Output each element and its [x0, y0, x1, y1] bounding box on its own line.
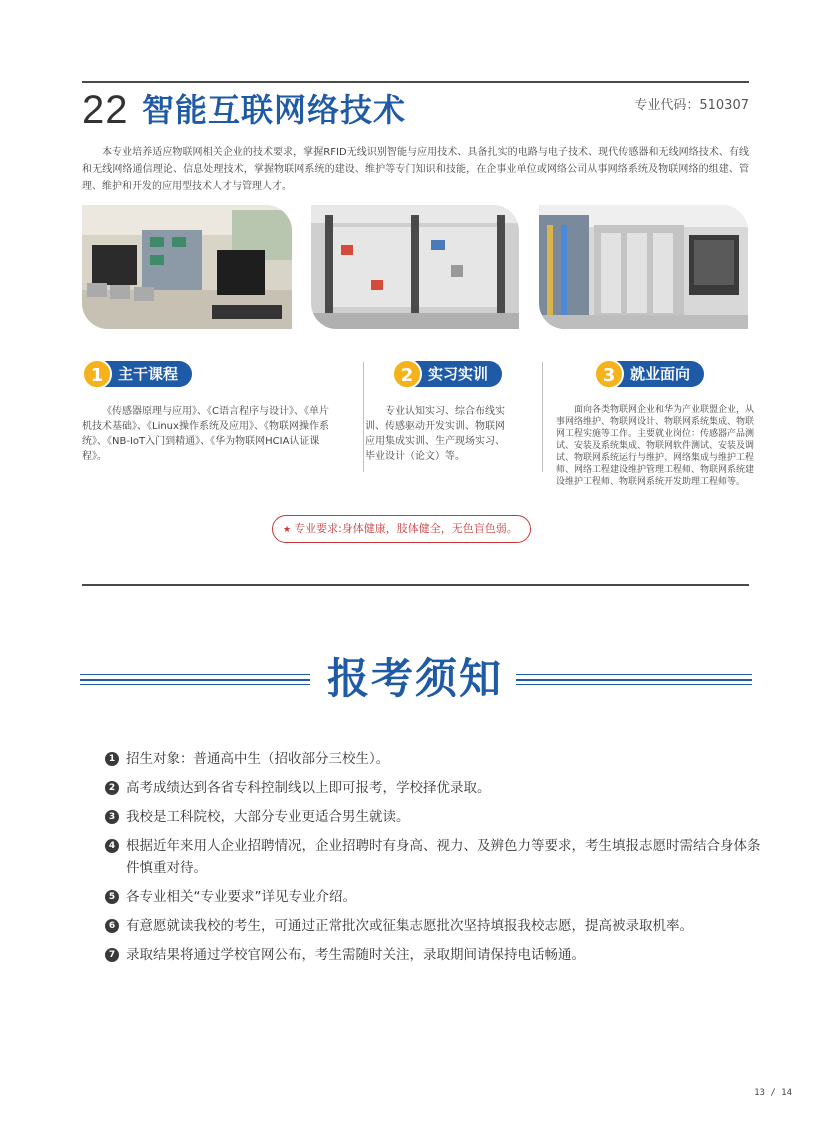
major-number: 22	[82, 88, 129, 132]
list-item-text: 我校是工科院校，大部分专业更适合男生就读。	[126, 809, 410, 825]
number-badge: 4	[105, 839, 119, 853]
section-title: 主干课程	[96, 361, 192, 387]
section-header-core-courses	[82, 359, 217, 389]
number-badge: 7	[105, 948, 119, 962]
list-item	[105, 777, 765, 799]
list-item	[105, 944, 765, 966]
section-number-badge: 3	[594, 359, 624, 389]
section-title: 就业面向	[608, 361, 704, 387]
section-header-internship	[392, 359, 522, 389]
number-badge: 5	[105, 890, 119, 904]
list-item-text: 有意愿就读我校的考生，可通过正常批次或征集志愿批次坚持填报我校志愿，提高被录取机率。	[126, 918, 693, 934]
page-indicator: 13 / 14	[754, 1088, 792, 1098]
list-item	[105, 915, 765, 937]
section-number-badge: 1	[82, 359, 112, 389]
title-decoration-right	[516, 672, 752, 686]
number-badge: 1	[105, 752, 119, 766]
number-badge: 6	[105, 919, 119, 933]
internship-text: 专业认知实习、综合布线实训、传感驱动开发实训、物联网应用集成实训、生产现场实习、毕业设计（论文）等。	[365, 406, 505, 462]
list-item-text: 根据近年来用人企业招聘情况，企业招聘时有身高、视力、及辨色力等要求，考生填报志愿时需结合身体条件慎重对待。	[126, 838, 761, 876]
list-item	[105, 748, 765, 770]
list-item-text: 录取结果将通过学校官网公布，考生需随时关注，录取期间请保持电话畅通。	[126, 947, 585, 963]
middle-divider	[82, 584, 749, 586]
top-divider	[82, 81, 749, 83]
number-badge: 3	[105, 810, 119, 824]
requirement-text: 专业要求:身体健康，肢体健全，无色盲色弱。	[294, 522, 518, 535]
employment-text: 面向各类物联网企业和华为产业联盟企业，从事网络维护、物联网设计、物联网系统集成、物联网工程实施等工作。主要就业岗位：传感器产品测试、安装及系统集成、物联网软件测试、安装及调试、物联网系统运行与维护、网络集成与维护工程师、网络工程建设维护管理工程师、物联网系统建设维护工程师、物联网系统开发助理工程师等。	[556, 405, 755, 487]
title-decoration-left	[80, 672, 310, 686]
major-code: 专业代码：510307	[634, 98, 749, 113]
notice-title: 报考须知	[326, 654, 503, 703]
column-divider	[542, 362, 543, 472]
section-header-employment	[594, 359, 724, 389]
section-number-badge: 2	[392, 359, 422, 389]
lab-photo-3	[539, 205, 748, 329]
notice-list	[105, 748, 765, 973]
number-badge: 2	[105, 781, 119, 795]
core-courses-text: 《传感器原理与应用》、《C语言程序与设计》、《单片机技术基础》、《Linux操作系统及应用》、《物联网操作系统》、《NB-IoT入门到精通》、《华为物联网HCIA认证课程》。	[82, 406, 329, 462]
lab-photo-2	[311, 205, 519, 329]
list-item	[105, 886, 765, 908]
list-item	[105, 835, 765, 879]
major-header	[82, 88, 749, 132]
list-item-text: 各专业相关“专业要求”详见专业介绍。	[126, 889, 356, 905]
lab-photo-1	[82, 205, 292, 329]
list-item-text: 招生对象：普通高中生（招收部分三校生）。	[126, 751, 390, 767]
list-item-text: 高考成绩达到各省专科控制线以上即可报考，学校择优录取。	[126, 780, 491, 796]
star-icon: ★	[283, 525, 292, 535]
section-title: 实习实训	[406, 361, 502, 387]
list-item	[105, 806, 765, 828]
requirement-badge	[272, 515, 531, 543]
major-title: 智能互联网络技术	[142, 91, 407, 129]
major-intro: 本专业培养适应物联网相关企业的技术要求，掌握RFID无线识别智能与应用技术、具备扎实的电路与电子技术、现代传感器和无线网络技术、有线和无线网络通信理论、信息处理技术，掌握物联网系统的建设、维护等专门知识和技能，在企事业单位或网络公司从事网络系统及物联网络的组建、管理、维护和开发的应用型技术人才与管理人才。	[82, 147, 749, 192]
